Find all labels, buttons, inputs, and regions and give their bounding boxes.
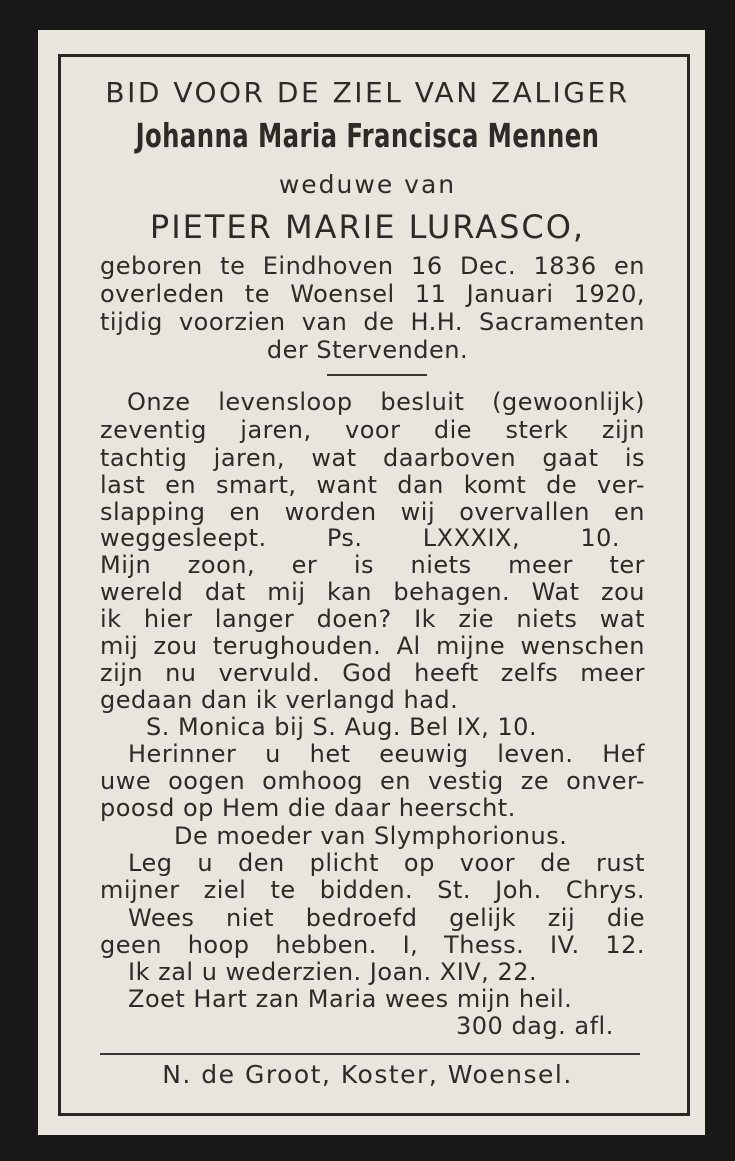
bio-line: overleden te Woensel 11 Januari 1920, xyxy=(100,280,645,308)
bio-line: der Stervenden. xyxy=(266,336,469,364)
text-line: geen hoop hebben. I, Thess. IV. 12. xyxy=(100,931,645,959)
text-line: uwe oogen omhoog en vestig ze onver- xyxy=(100,767,645,795)
widow-of-label: weduwe van xyxy=(278,170,457,199)
section-divider xyxy=(327,374,427,376)
text-line: mij zou terughouden. Al mijne wenschen xyxy=(100,632,645,660)
text-line: Onze levensloop besluit (gewoonlijk) xyxy=(127,388,645,416)
text-line: Wees niet bedroefd gelijk zij die xyxy=(128,904,645,932)
printer-credit: N. de Groot, Koster, Woensel. xyxy=(162,1060,573,1089)
text-line: zeventig jaren, voor die sterk zijn xyxy=(100,416,645,444)
husband-name: PIETER MARIE LURASCO, xyxy=(149,208,586,246)
text-line: slapping en worden wij overvallen en xyxy=(100,498,645,526)
text-line: Mijn zoon, er is niets meer ter xyxy=(100,551,645,579)
text-line: last en smart, want dan komt de ver- xyxy=(100,471,645,499)
citation-line: S. Monica bij S. Aug. Bel IX, 10. xyxy=(146,713,538,741)
footer-divider xyxy=(100,1053,640,1055)
text-line: weggesleept. Ps. LXXXIX, 10. xyxy=(100,524,620,552)
text-line: Zoet Hart zan Maria wees mijn heil. xyxy=(128,985,573,1013)
text-line: Herinner u het eeuwig leven. Hef xyxy=(128,740,645,768)
invocation-heading: BID VOOR DE ZIEL VAN ZALIGER xyxy=(105,76,630,109)
text-line: zijn nu vervuld. God heeft zelfs meer xyxy=(100,659,645,687)
text-line: mijner ziel te bidden. St. Joh. Chrys. xyxy=(100,876,645,904)
citation-line: De moeder van Slymphorionus. xyxy=(174,822,568,850)
text-line: ik hier langer doen? Ik zie niets wat xyxy=(100,605,645,633)
text-line: gedaan dan ik verlangd had. xyxy=(100,686,459,714)
bio-line: tijdig voorzien van de H.H. Sacramenten xyxy=(100,308,645,336)
text-line: poosd op Hem die daar heerscht. xyxy=(100,794,516,822)
text-line: wereld dat mij kan behagen. Wat zou xyxy=(100,578,645,606)
text-line: Leg u den plicht op voor de rust xyxy=(128,849,645,877)
indulgence-line: 300 dag. afl. xyxy=(456,1012,614,1040)
text-line: tachtig jaren, wat daarboven gaat is xyxy=(100,444,645,472)
text-line: Ik zal u wederzien. Joan. XIV, 22. xyxy=(128,958,538,986)
bio-line: geboren te Eindhoven 16 Dec. 1836 en xyxy=(100,252,645,280)
deceased-name: Johanna Maria Francisca Mennen xyxy=(135,116,600,155)
